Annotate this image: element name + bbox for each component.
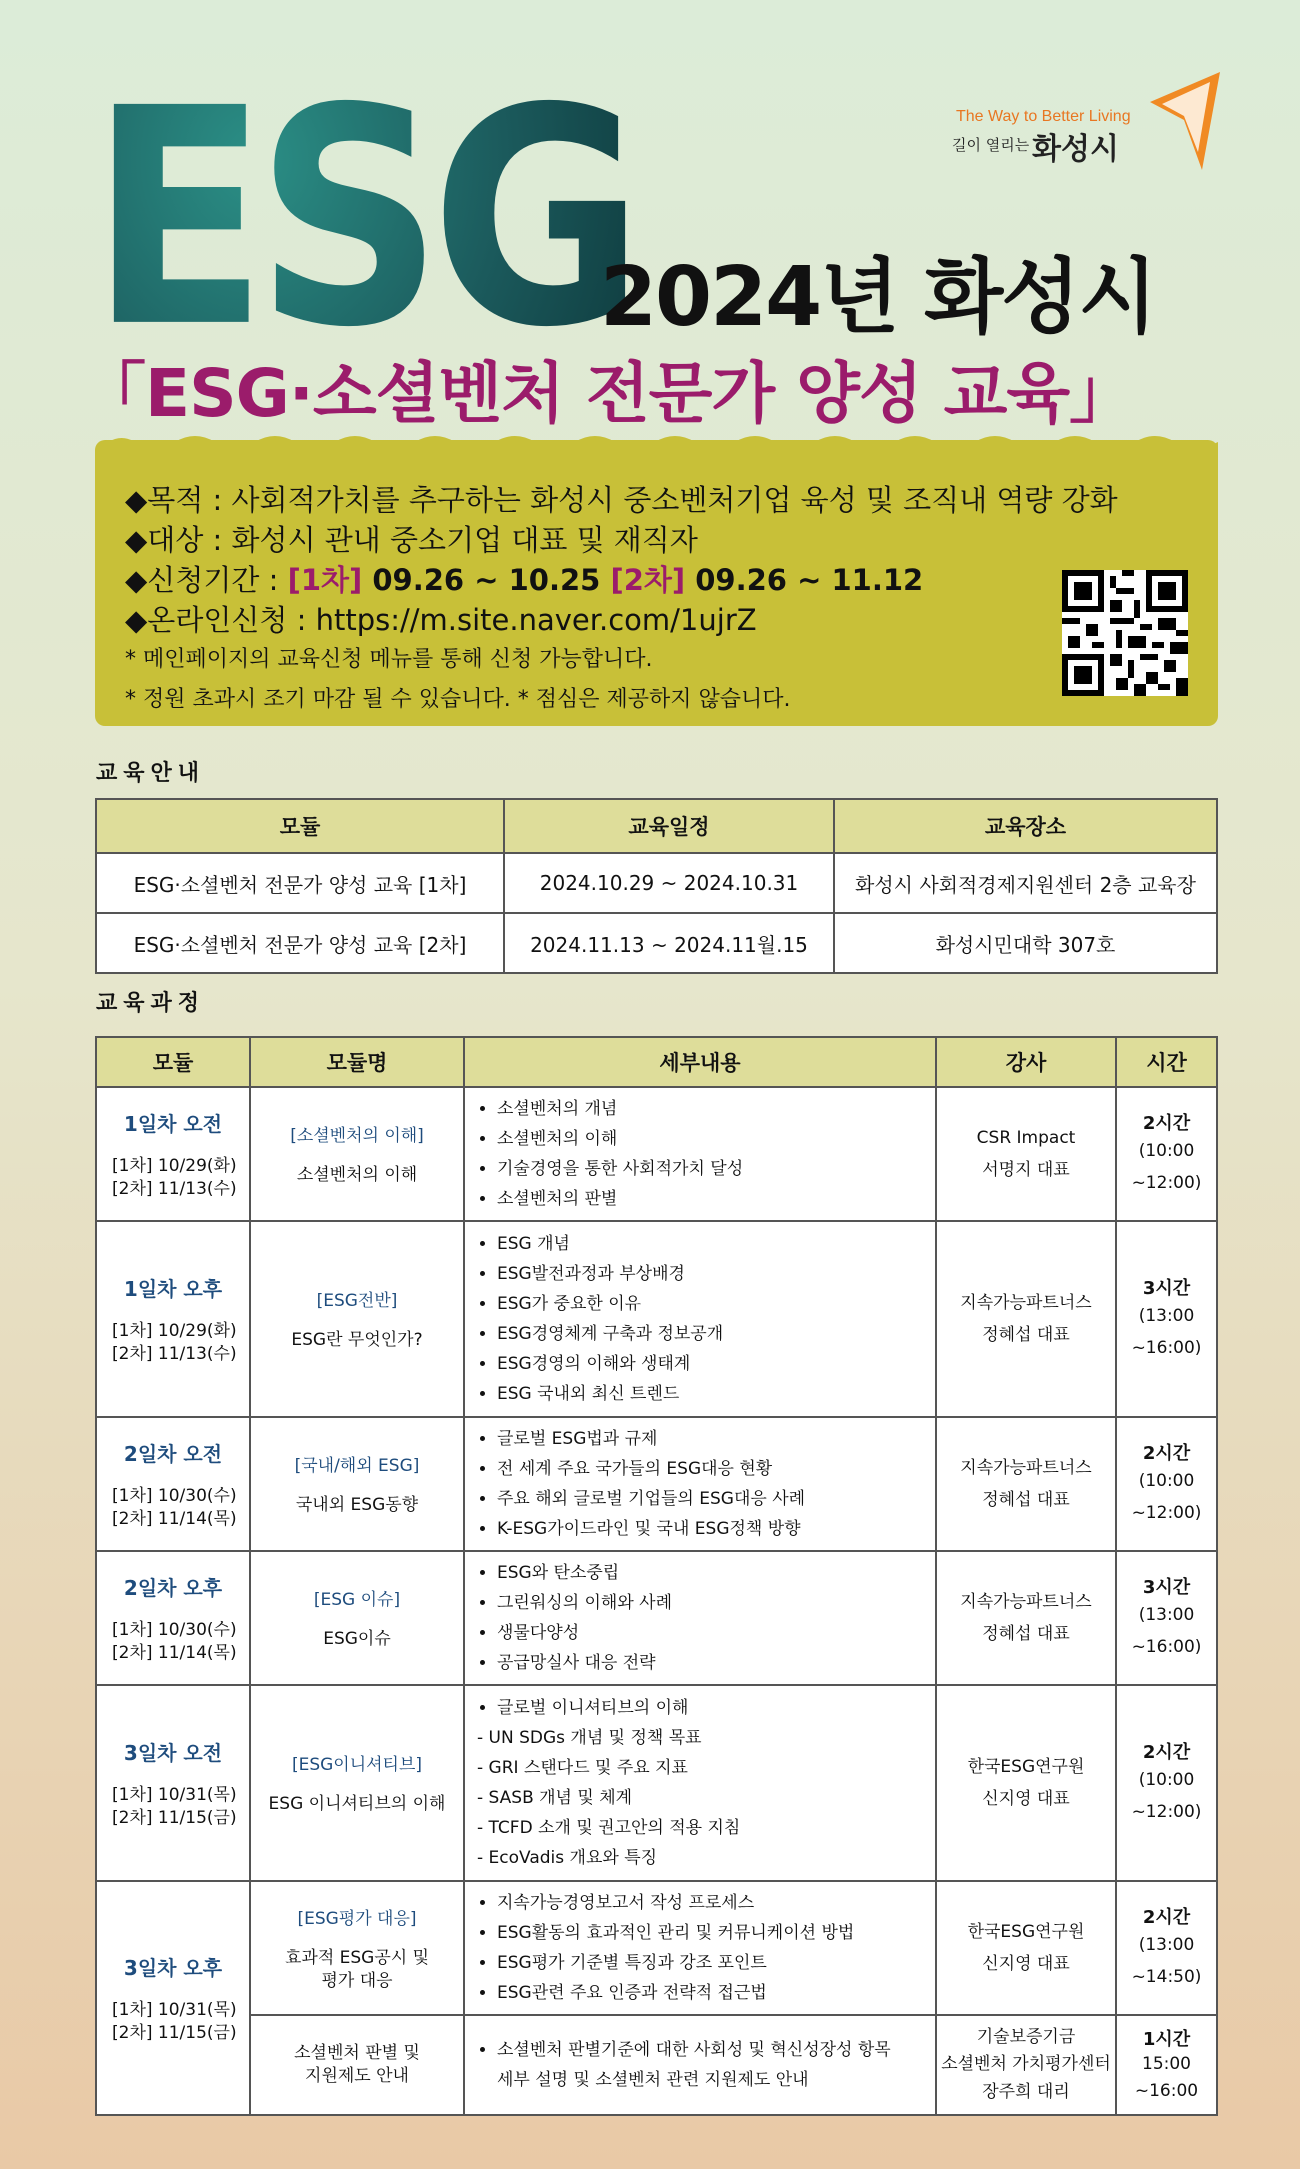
course-cell-name xyxy=(250,1685,464,1881)
date-1: [1차] 10/31(목) xyxy=(112,2000,237,2021)
time-start: 15:00 xyxy=(1142,2053,1191,2074)
info-online-link[interactable]: ◆온라인신청 : https://m.site.naver.com/1ujrZ xyxy=(125,603,757,637)
module-category: [ESG 이슈] xyxy=(313,1590,401,1611)
course-cell-name xyxy=(250,1551,464,1685)
section-title-course: 교육과정 xyxy=(96,991,206,1016)
period-label: ◆신청기간 : xyxy=(125,563,288,597)
instructor-org: 지속가능파트너스 xyxy=(960,1457,1092,1478)
instructor-name: 신지영 대표 xyxy=(982,1789,1070,1809)
day-label: 3일차 오후 xyxy=(123,1956,223,1981)
module-name: ESG이슈 xyxy=(323,1629,391,1650)
course-cell-details xyxy=(464,1417,936,1551)
instructor-name: 장주희 대리 xyxy=(982,2081,1070,2102)
module-category: [ESG평가 대응] xyxy=(297,1908,417,1929)
course-table-header xyxy=(96,1037,1217,1087)
period-1: 09.26 ~ 10.25 xyxy=(362,563,611,597)
info-purpose: ◆목적 : 사회적가치를 추구하는 화성시 중소벤처기업 육성 및 조직내 역량 강화 xyxy=(125,483,1118,517)
time-start: (10:00 xyxy=(1138,1140,1195,1161)
detail-item: • 소셜벤처의 이해 xyxy=(497,1124,927,1154)
date-2: [2차] 11/13(수) xyxy=(112,1343,237,1364)
detail-item: • 소셜벤처의 판별 xyxy=(497,1184,927,1214)
course-cell-details xyxy=(464,1685,936,1881)
detail-item: • 지속가능경영보고서 작성 프로세스 xyxy=(497,1888,927,1918)
course-cell-instructor xyxy=(936,1551,1116,1685)
course-cell-name xyxy=(250,1221,464,1417)
instructor-org: 기술보증기금 xyxy=(976,2027,1076,2048)
module-name-line-2: 평가 대응 xyxy=(321,1970,393,1991)
detail-item: • ESG발전과정과 부상배경 xyxy=(497,1259,927,1289)
guide-cell-location: 화성시민대학 307호 xyxy=(834,913,1217,973)
guide-header-schedule: 교육일정 xyxy=(504,799,834,853)
module-category: [ESG이니셔티브] xyxy=(291,1755,423,1776)
instructor-name: 신지영 대표 xyxy=(982,1954,1070,1974)
date-2: [2차] 11/13(수) xyxy=(112,1178,237,1199)
course-cell-time xyxy=(1116,1087,1217,1221)
instructor-name: 정혜섭 대표 xyxy=(982,1325,1070,1345)
course-cell-instructor xyxy=(936,1685,1116,1881)
main-title: 「ESG·소셜벤처 전문가 양성 교육」 xyxy=(80,355,1135,432)
detail-item: • 주요 해외 글로벌 기업들의 ESG대응 사례 xyxy=(497,1484,927,1514)
info-period xyxy=(125,558,923,599)
detail-item: • ESG경영체계 구축과 정보공개 xyxy=(497,1319,927,1349)
info-note-2: * 정원 초과시 조기 마감 될 수 있습니다. * 점심은 제공하지 않습니다. xyxy=(125,687,791,712)
course-cell-time xyxy=(1116,1221,1217,1417)
course-cell-details xyxy=(464,1881,936,2015)
course-header-module: 모듈 xyxy=(96,1037,250,1087)
table-row xyxy=(96,1417,1217,1551)
course-cell-name xyxy=(250,1881,464,2015)
guide-cell-module: ESG·소셜벤처 전문가 양성 교육 [1차] xyxy=(96,853,504,913)
table-row xyxy=(96,1881,1217,2015)
date-1: [1차] 10/31(목) xyxy=(112,1785,237,1806)
course-cell-module xyxy=(96,1685,250,1881)
time-end: ~12:00) xyxy=(1131,1802,1202,1822)
period-2: 09.26 ~ 11.12 xyxy=(685,563,924,597)
instructor-org: CSR Impact xyxy=(976,1127,1076,1148)
date-2: [2차] 11/14(목) xyxy=(112,1642,237,1663)
duration: 2시간 xyxy=(1142,1112,1191,1134)
time-end: ~12:00) xyxy=(1131,1173,1202,1193)
course-header-details: 세부내용 xyxy=(464,1037,936,1087)
module-name-line-1: 소셜벤처 판별 및 xyxy=(294,2043,420,2064)
detail-subitem: - SASB 개념 및 체계 xyxy=(477,1788,633,1808)
section-title-guide: 교육안내 xyxy=(96,761,206,786)
date-1: [1차] 10/29(화) xyxy=(112,1321,237,1342)
detail-item: • K-ESG가이드라인 및 국내 ESG정책 방향 xyxy=(497,1514,927,1544)
course-cell-instructor xyxy=(936,2015,1116,2115)
guide-table xyxy=(95,798,1218,974)
brand-slogan-ko: 길이 열리는 xyxy=(952,136,1030,154)
course-header-instructor: 강사 xyxy=(936,1037,1116,1087)
course-cell-instructor xyxy=(936,1221,1116,1417)
module-category: [ESG전반] xyxy=(316,1291,398,1312)
year-title: 2024년 화성시 xyxy=(600,250,1156,345)
instructor-name: 서명지 대표 xyxy=(982,1160,1070,1180)
course-cell-name xyxy=(250,2015,464,2115)
day-label: 1일차 오후 xyxy=(123,1277,223,1302)
course-table xyxy=(95,1036,1218,2116)
detail-subitem: - GRI 스탠다드 및 주요 지표 xyxy=(477,1758,688,1778)
time-start: (10:00 xyxy=(1138,1470,1195,1491)
course-cell-instructor xyxy=(936,1087,1116,1221)
guide-header-location: 교육장소 xyxy=(834,799,1217,853)
time-start: (13:00 xyxy=(1138,1305,1195,1326)
info-box xyxy=(95,440,1218,726)
guide-table-header xyxy=(96,799,1217,853)
detail-item: • 소셜벤처의 개념 xyxy=(497,1094,927,1124)
detail-item: • ESG관련 주요 인증과 전략적 접근법 xyxy=(497,1978,927,2008)
course-cell-details xyxy=(464,1087,936,1221)
course-cell-module xyxy=(96,1087,250,1221)
table-row xyxy=(96,2015,1217,2115)
course-cell-details xyxy=(464,2015,936,2115)
module-name: 소셜벤처의 이해 xyxy=(296,1165,418,1186)
date-2: [2차] 11/14(목) xyxy=(112,1508,237,1529)
instructor-org: 한국ESG연구원 xyxy=(967,1756,1085,1777)
table-row xyxy=(96,1551,1217,1685)
detail-subitem: - TCFD 소개 및 권고안의 적용 지침 xyxy=(477,1818,741,1838)
detail-item: • ESG 개념 xyxy=(497,1229,927,1259)
brand-slogan-en: The Way to Better Living xyxy=(956,108,1131,125)
duration: 3시간 xyxy=(1142,1576,1191,1598)
course-cell-time xyxy=(1116,1551,1217,1685)
hwaseong-logo-icon xyxy=(1140,62,1230,182)
detail-item: • ESG평가 기준별 특징과 강조 포인트 xyxy=(497,1948,927,1978)
module-name: 국내외 ESG동향 xyxy=(295,1495,419,1516)
detail-item: • 그린워싱의 이해와 사례 xyxy=(497,1588,927,1618)
time-end: ~16:00) xyxy=(1131,1338,1202,1358)
instructor-org: 지속가능파트너스 xyxy=(960,1292,1092,1313)
course-cell-details xyxy=(464,1551,936,1685)
guide-cell-module: ESG·소셜벤처 전문가 양성 교육 [2차] xyxy=(96,913,504,973)
instructor-name: 정혜섭 대표 xyxy=(982,1490,1070,1510)
course-cell-time xyxy=(1116,2015,1217,2115)
time-start: (13:00 xyxy=(1138,1604,1195,1625)
day-label: 3일차 오전 xyxy=(123,1741,223,1766)
time-end: ~14:50) xyxy=(1131,1967,1202,1987)
time-end: ~12:00) xyxy=(1131,1503,1202,1523)
time-start: (13:00 xyxy=(1138,1934,1195,1955)
table-row xyxy=(96,1087,1217,1221)
detail-item: • 글로벌 ESG법과 규제 xyxy=(497,1424,927,1454)
course-cell-time xyxy=(1116,1881,1217,2015)
detail-subitem: 세부 설명 및 소셜벤처 관련 지원제도 안내 xyxy=(497,2070,809,2090)
course-cell-instructor xyxy=(936,1417,1116,1551)
course-cell-name xyxy=(250,1417,464,1551)
date-2: [2차] 11/15(금) xyxy=(112,1807,237,1828)
detail-item: • 생물다양성 xyxy=(497,1618,927,1648)
course-cell-time xyxy=(1116,1417,1217,1551)
detail-item: • 기술경영을 통한 사회적가치 달성 xyxy=(497,1154,927,1184)
duration: 2시간 xyxy=(1142,1906,1191,1928)
info-target: ◆대상 : 화성시 관내 중소기업 대표 및 재직자 xyxy=(125,523,698,557)
guide-cell-location: 화성시 사회적경제지원센터 2층 교육장 xyxy=(834,853,1217,913)
detail-item: • 전 세계 주요 국가들의 ESG대응 현황 xyxy=(497,1454,927,1484)
time-end: ~16:00 xyxy=(1134,2081,1199,2101)
day-label: 2일차 오전 xyxy=(123,1442,223,1467)
date-1: [1차] 10/30(수) xyxy=(112,1620,237,1641)
course-cell-name xyxy=(250,1087,464,1221)
detail-item: • ESG 국내외 최신 트렌드 xyxy=(497,1379,927,1409)
detail-item: • ESG경영의 이해와 생태계 xyxy=(497,1349,927,1379)
instructor-org: 지속가능파트너스 xyxy=(960,1591,1092,1612)
duration: 1시간 xyxy=(1142,2028,1191,2050)
course-cell-instructor xyxy=(936,1881,1116,2015)
course-cell-module xyxy=(96,1881,250,2115)
instructor-org: 한국ESG연구원 xyxy=(967,1921,1085,1942)
day-label: 1일차 오전 xyxy=(123,1112,223,1137)
detail-item: • ESG활동의 효과적인 관리 및 커뮤니케이션 방법 xyxy=(497,1918,927,1948)
module-category: [소셜벤처의 이해] xyxy=(290,1126,424,1147)
guide-cell-schedule: 2024.10.29 ~ 2024.10.31 xyxy=(504,853,834,913)
day-label: 2일차 오후 xyxy=(123,1576,223,1601)
time-start: (10:00 xyxy=(1138,1769,1195,1790)
module-name: ESG란 무엇인가? xyxy=(291,1330,423,1351)
instructor-dept: 소셜벤처 가치평가센터 xyxy=(941,2054,1111,2075)
course-header-time: 시간 xyxy=(1116,1037,1217,1087)
module-name: ESG 이니셔티브의 이해 xyxy=(268,1794,446,1815)
detail-item: • 소셜벤처 판별기준에 대한 사회성 및 혁신성장성 항목 xyxy=(497,2035,927,2065)
guide-cell-schedule: 2024.11.13 ~ 2024.11월.15 xyxy=(504,913,834,973)
module-name-line-1: 효과적 ESG공시 및 xyxy=(284,1947,430,1968)
detail-subitem: - UN SDGs 개념 및 정책 목표 xyxy=(477,1728,702,1748)
course-cell-module xyxy=(96,1417,250,1551)
module-name-line-2: 지원제도 안내 xyxy=(305,2066,409,2086)
duration: 2시간 xyxy=(1142,1442,1191,1464)
instructor-name: 정혜섭 대표 xyxy=(982,1624,1070,1644)
course-header-module-name: 모듈명 xyxy=(250,1037,464,1087)
guide-header-module: 모듈 xyxy=(96,799,504,853)
duration: 2시간 xyxy=(1142,1741,1191,1763)
course-cell-module xyxy=(96,1221,250,1417)
detail-item: • 공급망실사 대응 전략 xyxy=(497,1648,927,1678)
table-row xyxy=(96,913,1217,973)
qr-code-icon[interactable] xyxy=(1062,570,1188,696)
esg-logo-text: ESG xyxy=(90,45,633,394)
detail-subitem: - EcoVadis 개요와 특징 xyxy=(477,1848,658,1868)
module-category: [국내/해외 ESG] xyxy=(294,1456,420,1477)
detail-item: • ESG와 탄소중립 xyxy=(497,1558,927,1588)
period-1-tag: [1차] xyxy=(287,563,363,597)
brand-city-name: 화성시 xyxy=(1032,132,1119,167)
course-cell-time xyxy=(1116,1685,1217,1881)
detail-item: • 글로벌 이니셔티브의 이해 xyxy=(497,1693,927,1723)
table-row xyxy=(96,1221,1217,1417)
table-row xyxy=(96,1685,1217,1881)
detail-item: • ESG가 중요한 이유 xyxy=(497,1289,927,1319)
table-row xyxy=(96,853,1217,913)
date-1: [1차] 10/30(수) xyxy=(112,1486,237,1507)
time-end: ~16:00) xyxy=(1131,1637,1202,1657)
period-2-tag: [2차] xyxy=(610,563,686,597)
date-1: [1차] 10/29(화) xyxy=(112,1156,237,1177)
duration: 3시간 xyxy=(1142,1277,1191,1299)
course-cell-details xyxy=(464,1221,936,1417)
date-2: [2차] 11/15(금) xyxy=(112,2022,237,2043)
info-note-1: * 메인페이지의 교육신청 메뉴를 통해 신청 가능합니다. xyxy=(125,647,653,672)
course-cell-module xyxy=(96,1551,250,1685)
